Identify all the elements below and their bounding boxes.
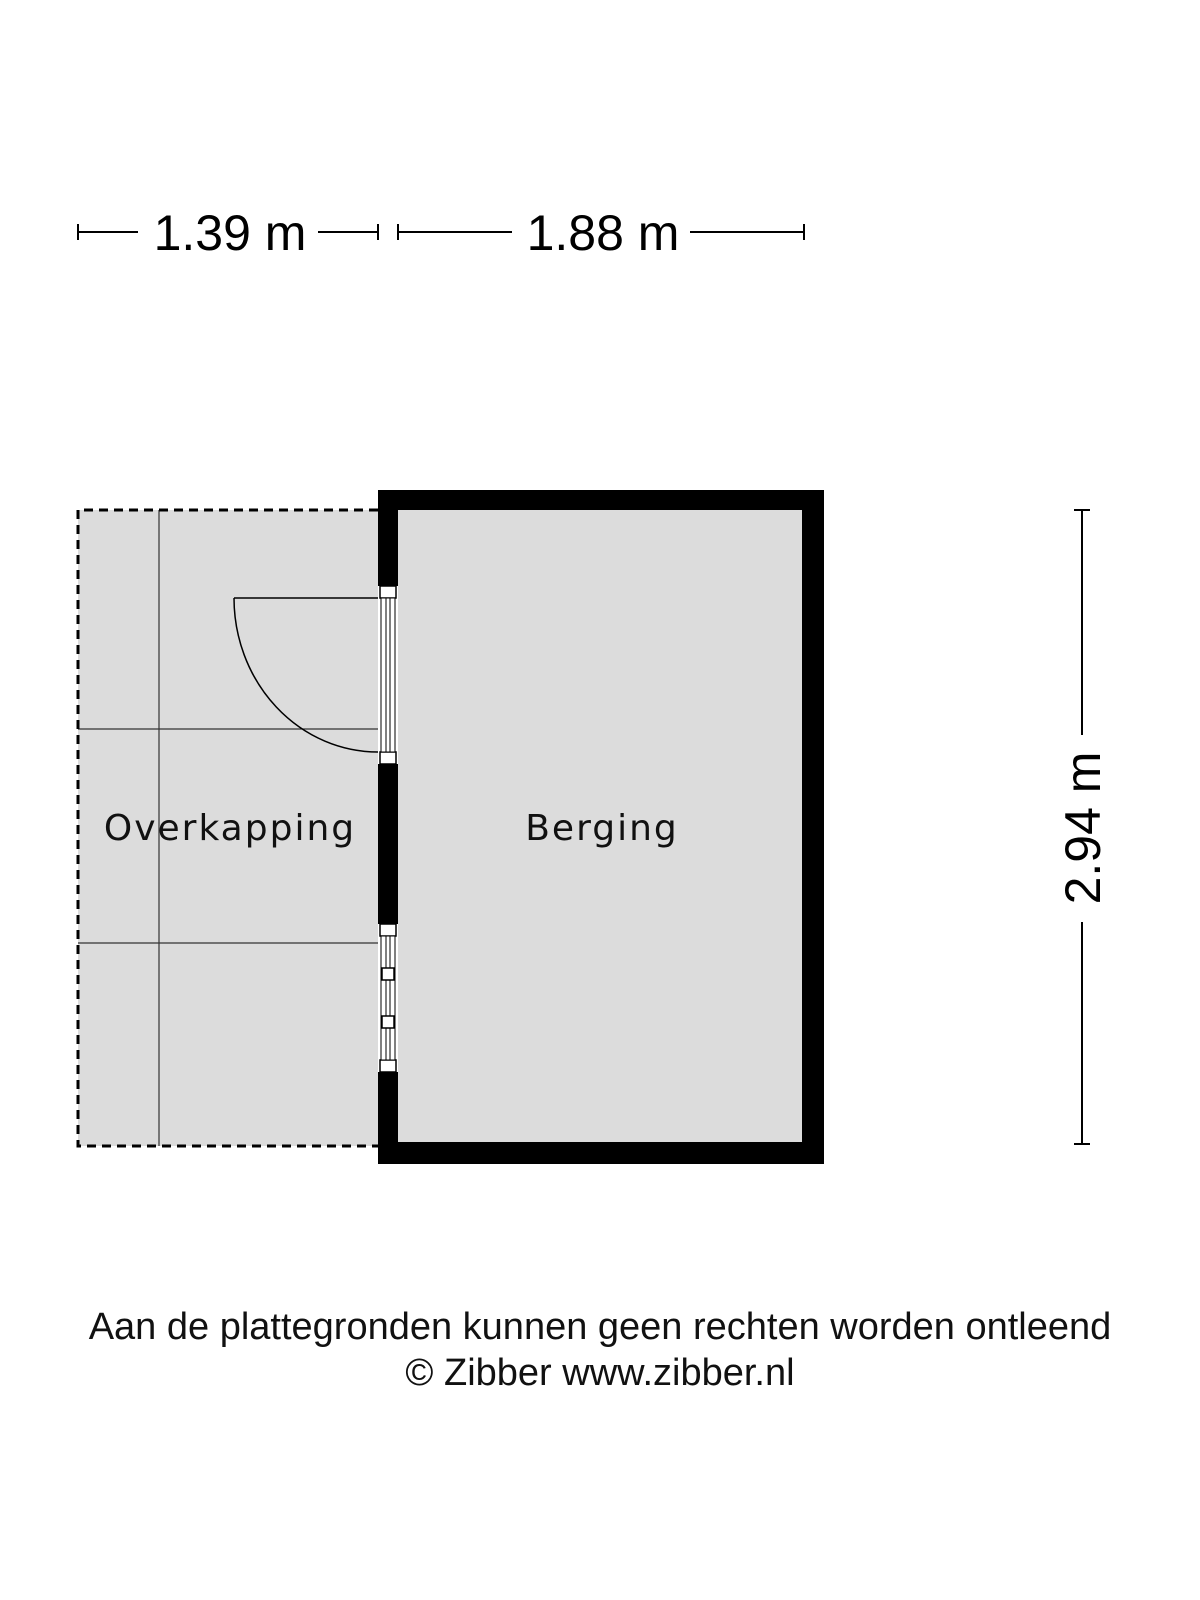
disclaimer-text: Aan de plattegronden kunnen geen rechten worden ontleend: [88, 1306, 1112, 1348]
wall-left-middle: [378, 764, 398, 924]
room-label-overkapping: Overkapping: [103, 808, 357, 849]
dimension-label-top-right: 1.88 m: [526, 205, 680, 261]
window: [380, 924, 396, 1072]
dimension-top-left: [78, 205, 378, 261]
wall-left-lower: [378, 1072, 398, 1164]
copyright-text: © Zibber www.zibber.nl: [405, 1352, 795, 1394]
dimension-label-right: 2.94 m: [1055, 751, 1111, 905]
room-berging: [378, 490, 824, 1164]
wall-right: [802, 490, 824, 1164]
room-overkapping: [78, 510, 378, 1146]
dimension-top-right: [398, 205, 804, 261]
wall-top: [378, 490, 824, 510]
wall-left-upper: [378, 490, 398, 586]
dimension-right: [1055, 510, 1111, 1144]
dimension-label-top-left: 1.39 m: [153, 205, 307, 261]
wall-bottom: [378, 1142, 824, 1164]
room-label-berging: Berging: [525, 808, 679, 849]
